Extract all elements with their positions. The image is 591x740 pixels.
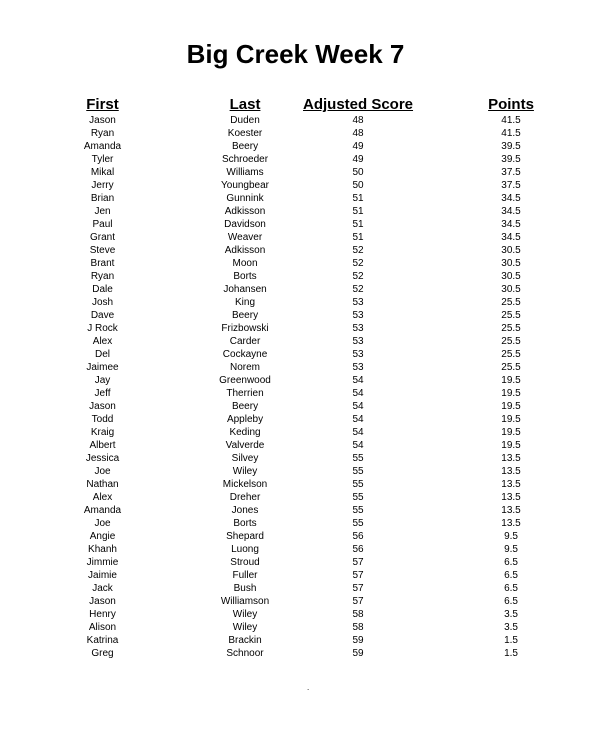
cell-last: Luong bbox=[231, 544, 259, 555]
cell-first: Jaimee bbox=[86, 362, 119, 373]
cell-first: Joe bbox=[94, 466, 111, 477]
cell-points: 19.5 bbox=[501, 388, 521, 399]
cell-first: Angie bbox=[89, 531, 116, 542]
cell-last: Greenwood bbox=[219, 375, 271, 386]
cell-points: 6.5 bbox=[504, 596, 518, 607]
table-row bbox=[0, 205, 591, 218]
cell-first: Jaimie bbox=[88, 570, 117, 581]
cell-last: Fuller bbox=[232, 570, 258, 581]
cell-last: Cockayne bbox=[222, 349, 268, 360]
cell-points: 25.5 bbox=[501, 323, 521, 334]
table-row bbox=[0, 231, 591, 244]
cell-first: Jason bbox=[89, 401, 116, 412]
table-row bbox=[0, 647, 591, 660]
cell-adjusted-score: 58 bbox=[352, 609, 364, 620]
cell-adjusted-score: 53 bbox=[352, 323, 364, 334]
cell-points: 39.5 bbox=[501, 154, 521, 165]
cell-last: Frizbowski bbox=[221, 323, 269, 334]
cell-last: Koester bbox=[227, 128, 263, 139]
cell-first: Jack bbox=[92, 583, 113, 594]
cell-points: 6.5 bbox=[504, 583, 518, 594]
cell-first: Amanda bbox=[83, 505, 122, 516]
cell-adjusted-score: 56 bbox=[352, 544, 364, 555]
table-row bbox=[0, 517, 591, 530]
cell-last: Appleby bbox=[226, 414, 264, 425]
column-header-adjusted-score: Adjusted Score bbox=[303, 96, 414, 113]
cell-first: Jason bbox=[89, 596, 116, 607]
cell-adjusted-score: 48 bbox=[352, 115, 364, 126]
cell-adjusted-score: 51 bbox=[352, 206, 364, 217]
cell-points: 25.5 bbox=[501, 336, 521, 347]
cell-last: Borts bbox=[233, 271, 257, 282]
cell-last: Wiley bbox=[232, 622, 258, 633]
cell-points: 13.5 bbox=[501, 466, 521, 477]
cell-first: Alex bbox=[92, 336, 113, 347]
cell-points: 13.5 bbox=[501, 453, 521, 464]
cell-points: 1.5 bbox=[504, 648, 518, 659]
cell-adjusted-score: 54 bbox=[352, 440, 364, 451]
cell-points: 25.5 bbox=[501, 297, 521, 308]
cell-last: Therrien bbox=[226, 388, 264, 399]
cell-adjusted-score: 54 bbox=[352, 388, 364, 399]
cell-first: Todd bbox=[91, 414, 114, 425]
cell-adjusted-score: 49 bbox=[352, 141, 364, 152]
cell-first: Jessica bbox=[85, 453, 120, 464]
table-row bbox=[0, 374, 591, 387]
footer-mark: . bbox=[307, 683, 310, 692]
cell-first: Jimmie bbox=[86, 557, 119, 568]
cell-adjusted-score: 59 bbox=[352, 648, 364, 659]
table-row bbox=[0, 452, 591, 465]
cell-points: 30.5 bbox=[501, 258, 521, 269]
cell-adjusted-score: 53 bbox=[352, 362, 364, 373]
cell-last: Norem bbox=[230, 362, 261, 373]
cell-first: Dale bbox=[92, 284, 113, 295]
table-row bbox=[0, 322, 591, 335]
cell-last: Beery bbox=[231, 401, 259, 412]
cell-first: Brian bbox=[90, 193, 115, 204]
cell-adjusted-score: 54 bbox=[352, 401, 364, 412]
cell-first: J Rock bbox=[87, 323, 118, 334]
cell-points: 19.5 bbox=[501, 414, 521, 425]
cell-points: 13.5 bbox=[501, 479, 521, 490]
table-row bbox=[0, 192, 591, 205]
table-row bbox=[0, 361, 591, 374]
table-row bbox=[0, 582, 591, 595]
cell-first: Del bbox=[95, 349, 111, 360]
cell-first: Steve bbox=[89, 245, 116, 256]
cell-adjusted-score: 55 bbox=[352, 453, 364, 464]
cell-first: Katrina bbox=[86, 635, 119, 646]
cell-points: 9.5 bbox=[504, 544, 518, 555]
cell-first: Tyler bbox=[91, 154, 114, 165]
table-body bbox=[0, 114, 591, 660]
table-row bbox=[0, 595, 591, 608]
cell-adjusted-score: 51 bbox=[352, 232, 364, 243]
cell-points: 13.5 bbox=[501, 492, 521, 503]
cell-first: Kraig bbox=[90, 427, 115, 438]
cell-last: Schroeder bbox=[221, 154, 269, 165]
table-row bbox=[0, 270, 591, 283]
table-row bbox=[0, 140, 591, 153]
cell-first: Alex bbox=[92, 492, 113, 503]
table-row bbox=[0, 504, 591, 517]
cell-last: Youngbear bbox=[221, 180, 270, 191]
cell-last: Mickelson bbox=[222, 479, 268, 490]
cell-last: Jones bbox=[231, 505, 259, 516]
cell-first: Amanda bbox=[83, 141, 122, 152]
table-row bbox=[0, 491, 591, 504]
cell-last: Adkisson bbox=[224, 206, 266, 217]
cell-points: 25.5 bbox=[501, 349, 521, 360]
cell-last: Stroud bbox=[230, 557, 260, 568]
cell-points: 19.5 bbox=[501, 427, 521, 438]
cell-first: Brant bbox=[90, 258, 115, 269]
cell-adjusted-score: 54 bbox=[352, 414, 364, 425]
cell-last: Johansen bbox=[223, 284, 267, 295]
cell-points: 13.5 bbox=[501, 505, 521, 516]
cell-points: 30.5 bbox=[501, 284, 521, 295]
table-row bbox=[0, 166, 591, 179]
cell-adjusted-score: 50 bbox=[352, 180, 364, 191]
cell-adjusted-score: 52 bbox=[352, 258, 364, 269]
cell-adjusted-score: 49 bbox=[352, 154, 364, 165]
cell-first: Jay bbox=[94, 375, 111, 386]
table-row bbox=[0, 257, 591, 270]
cell-adjusted-score: 53 bbox=[352, 310, 364, 321]
cell-adjusted-score: 53 bbox=[352, 297, 364, 308]
table-row bbox=[0, 413, 591, 426]
table-row bbox=[0, 556, 591, 569]
table-row bbox=[0, 426, 591, 439]
cell-points: 25.5 bbox=[501, 310, 521, 321]
cell-adjusted-score: 50 bbox=[352, 167, 364, 178]
cell-adjusted-score: 51 bbox=[352, 219, 364, 230]
cell-last: Keding bbox=[229, 427, 261, 438]
cell-points: 19.5 bbox=[501, 440, 521, 451]
table-row bbox=[0, 218, 591, 231]
cell-last: Silvey bbox=[231, 453, 259, 464]
cell-last: Davidson bbox=[224, 219, 266, 230]
scores-table bbox=[0, 95, 591, 660]
cell-adjusted-score: 55 bbox=[352, 505, 364, 516]
table-row bbox=[0, 400, 591, 413]
cell-last: Schnoor bbox=[226, 648, 264, 659]
cell-points: 25.5 bbox=[501, 362, 521, 373]
table-row bbox=[0, 634, 591, 647]
cell-last: Bush bbox=[233, 583, 257, 594]
cell-last: Weaver bbox=[227, 232, 263, 243]
table-row bbox=[0, 335, 591, 348]
cell-first: Greg bbox=[91, 648, 114, 659]
table-row bbox=[0, 621, 591, 634]
cell-adjusted-score: 57 bbox=[352, 557, 364, 568]
cell-adjusted-score: 55 bbox=[352, 518, 364, 529]
table-row bbox=[0, 530, 591, 543]
cell-adjusted-score: 52 bbox=[352, 284, 364, 295]
column-header-last: Last bbox=[229, 96, 261, 113]
cell-adjusted-score: 54 bbox=[352, 375, 364, 386]
cell-adjusted-score: 59 bbox=[352, 635, 364, 646]
cell-first: Alison bbox=[88, 622, 117, 633]
cell-adjusted-score: 57 bbox=[352, 596, 364, 607]
table-row bbox=[0, 387, 591, 400]
table-row bbox=[0, 478, 591, 491]
table-row bbox=[0, 127, 591, 140]
table-row bbox=[0, 608, 591, 621]
cell-first: Paul bbox=[92, 219, 113, 230]
table-row bbox=[0, 439, 591, 452]
cell-points: 37.5 bbox=[501, 180, 521, 191]
cell-last: Brackin bbox=[228, 635, 262, 646]
cell-first: Jason bbox=[89, 115, 116, 126]
table-row bbox=[0, 309, 591, 322]
cell-first: Albert bbox=[89, 440, 116, 451]
cell-adjusted-score: 55 bbox=[352, 466, 364, 477]
cell-points: 34.5 bbox=[501, 193, 521, 204]
cell-adjusted-score: 57 bbox=[352, 583, 364, 594]
cell-points: 6.5 bbox=[504, 570, 518, 581]
cell-first: Jerry bbox=[91, 180, 114, 191]
cell-last: Dreher bbox=[229, 492, 261, 503]
table-row bbox=[0, 114, 591, 127]
cell-last: Borts bbox=[233, 518, 257, 529]
cell-last: Beery bbox=[231, 141, 259, 152]
cell-last: Duden bbox=[230, 115, 260, 126]
cell-points: 19.5 bbox=[501, 401, 521, 412]
cell-first: Joe bbox=[94, 518, 111, 529]
cell-points: 39.5 bbox=[501, 141, 521, 152]
cell-last: Adkisson bbox=[224, 245, 266, 256]
cell-adjusted-score: 53 bbox=[352, 336, 364, 347]
table-row bbox=[0, 179, 591, 192]
cell-last: Carder bbox=[229, 336, 261, 347]
cell-adjusted-score: 52 bbox=[352, 271, 364, 282]
cell-points: 34.5 bbox=[501, 206, 521, 217]
cell-points: 37.5 bbox=[501, 167, 521, 178]
cell-last: Beery bbox=[231, 310, 259, 321]
cell-last: Gunnink bbox=[226, 193, 264, 204]
cell-last: Williams bbox=[226, 167, 264, 178]
cell-first: Khanh bbox=[88, 544, 117, 555]
cell-last: Wiley bbox=[232, 466, 258, 477]
cell-last: Wiley bbox=[232, 609, 258, 620]
cell-points: 19.5 bbox=[501, 375, 521, 386]
cell-first: Grant bbox=[90, 232, 116, 243]
cell-first: Jeff bbox=[94, 388, 111, 399]
table-row bbox=[0, 153, 591, 166]
page-title: Big Creek Week 7 bbox=[186, 39, 405, 69]
cell-points: 30.5 bbox=[501, 271, 521, 282]
cell-points: 34.5 bbox=[501, 219, 521, 230]
cell-adjusted-score: 55 bbox=[352, 479, 364, 490]
column-header-first: First bbox=[86, 96, 119, 113]
table-row bbox=[0, 348, 591, 361]
cell-points: 9.5 bbox=[504, 531, 518, 542]
cell-first: Ryan bbox=[90, 271, 115, 282]
cell-adjusted-score: 52 bbox=[352, 245, 364, 256]
cell-points: 41.5 bbox=[501, 115, 521, 126]
table-row bbox=[0, 244, 591, 257]
cell-first: Dave bbox=[90, 310, 115, 321]
table-row bbox=[0, 569, 591, 582]
header-row bbox=[0, 95, 591, 114]
cell-points: 41.5 bbox=[501, 128, 521, 139]
cell-first: Jen bbox=[94, 206, 111, 217]
cell-points: 13.5 bbox=[501, 518, 521, 529]
cell-adjusted-score: 54 bbox=[352, 427, 364, 438]
cell-last: King bbox=[235, 297, 256, 308]
cell-points: 30.5 bbox=[501, 245, 521, 256]
cell-adjusted-score: 56 bbox=[352, 531, 364, 542]
cell-first: Josh bbox=[91, 297, 114, 308]
cell-points: 34.5 bbox=[501, 232, 521, 243]
cell-last: Williamson bbox=[220, 596, 270, 607]
cell-adjusted-score: 57 bbox=[352, 570, 364, 581]
cell-points: 1.5 bbox=[504, 635, 518, 646]
cell-first: Nathan bbox=[86, 479, 119, 490]
cell-first: Mikal bbox=[90, 167, 115, 178]
cell-adjusted-score: 51 bbox=[352, 193, 364, 204]
table-row bbox=[0, 296, 591, 309]
cell-first: Ryan bbox=[90, 128, 115, 139]
cell-adjusted-score: 58 bbox=[352, 622, 364, 633]
cell-first: Henry bbox=[89, 609, 116, 620]
table-row bbox=[0, 465, 591, 478]
cell-last: Shepard bbox=[226, 531, 264, 542]
cell-points: 6.5 bbox=[504, 557, 518, 568]
cell-adjusted-score: 55 bbox=[352, 492, 364, 503]
cell-adjusted-score: 53 bbox=[352, 349, 364, 360]
cell-last: Moon bbox=[232, 258, 258, 269]
cell-adjusted-score: 48 bbox=[352, 128, 364, 139]
table-row bbox=[0, 283, 591, 296]
cell-points: 3.5 bbox=[504, 622, 518, 633]
table-row bbox=[0, 543, 591, 556]
cell-points: 3.5 bbox=[504, 609, 518, 620]
column-header-points: Points bbox=[488, 96, 534, 113]
cell-last: Valverde bbox=[225, 440, 265, 451]
